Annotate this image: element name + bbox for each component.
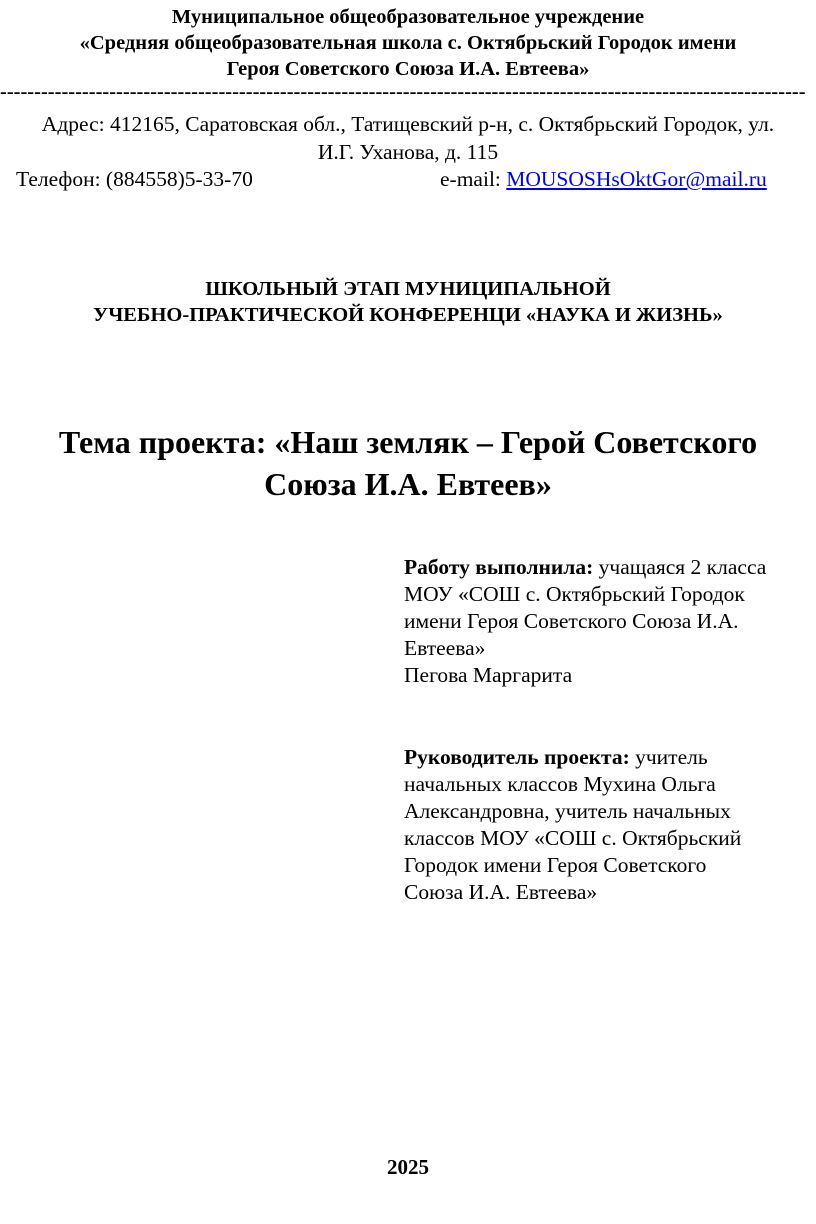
email-link[interactable]: MOUSOSHsOktGor@mail.ru <box>506 167 767 191</box>
conference-title-line-1: ШКОЛЬНЫЙ ЭТАП МУНИЦИПАЛЬНОЙ <box>205 278 611 300</box>
supervisor-role: учитель <box>629 745 708 769</box>
project-topic-line-1: Тема проекта: «Наш земляк – Герой Советского <box>58 424 758 460</box>
performer-block <box>404 554 804 689</box>
project-topic <box>0 421 816 505</box>
header-separator: ---------------------------------------------------------------------------------------------------------------------- <box>0 81 806 103</box>
supervisor-line-3: Александровна, учитель начальных <box>404 799 731 823</box>
supervisor-line-4: классов МОУ «СОШ с. Октябрьский <box>404 826 742 850</box>
address-line-1: Адрес: 412165, Саратовская обл., Татищевский р-н, с. Октябрьский Городок, ул. <box>41 112 775 136</box>
performer-line-2: МОУ «СОШ с. Октябрьский Городок <box>404 582 745 606</box>
supervisor-label: Руководитель проекта: <box>404 745 630 769</box>
org-name-line-3: Героя Советского Союза И.А. Евтеева» <box>226 58 590 80</box>
conference-title <box>0 276 816 328</box>
supervisor-line-2: начальных классов Мухина Ольга <box>404 772 716 796</box>
document-year: 2025 <box>387 1155 429 1179</box>
performer-name: Пегова Маргарита <box>404 663 573 687</box>
performer-line-3: имени Героя Советского Союза И.А. <box>404 609 739 633</box>
email-label: e-mail: <box>440 167 507 191</box>
supervisor-block <box>404 744 804 906</box>
address-block <box>0 110 816 166</box>
performer-line-1 <box>404 554 804 581</box>
email-field <box>440 165 767 193</box>
performer-grade: учащаяся 2 класса <box>593 555 767 579</box>
organization-header <box>0 4 816 82</box>
org-name-line-2: «Средняя общеобразовательная школа с. Октябрьский Городок имени <box>79 32 737 54</box>
supervisor-line-1 <box>404 744 804 771</box>
project-topic-line-2: Союза И.А. Евтеев» <box>264 466 552 502</box>
performer-label: Работу выполнила: <box>404 555 594 579</box>
address-line-2: И.Г. Уханова, д. 115 <box>317 140 499 164</box>
phone-number: Телефон: (884558)5-33-70 <box>16 167 253 191</box>
org-name-line-1: Муниципальное общеобразовательное учреждение <box>171 6 645 28</box>
supervisor-line-6: Союза И.А. Евтеева» <box>404 880 598 904</box>
performer-line-4: Евтеева» <box>404 636 486 660</box>
conference-title-line-2: УЧЕБНО-ПРАКТИЧЕСКОЙ КОНФЕРЕНЦИ «НАУКА И ЖИЗНЬ» <box>93 304 723 326</box>
supervisor-line-5: Городок имени Героя Советского <box>404 853 707 877</box>
